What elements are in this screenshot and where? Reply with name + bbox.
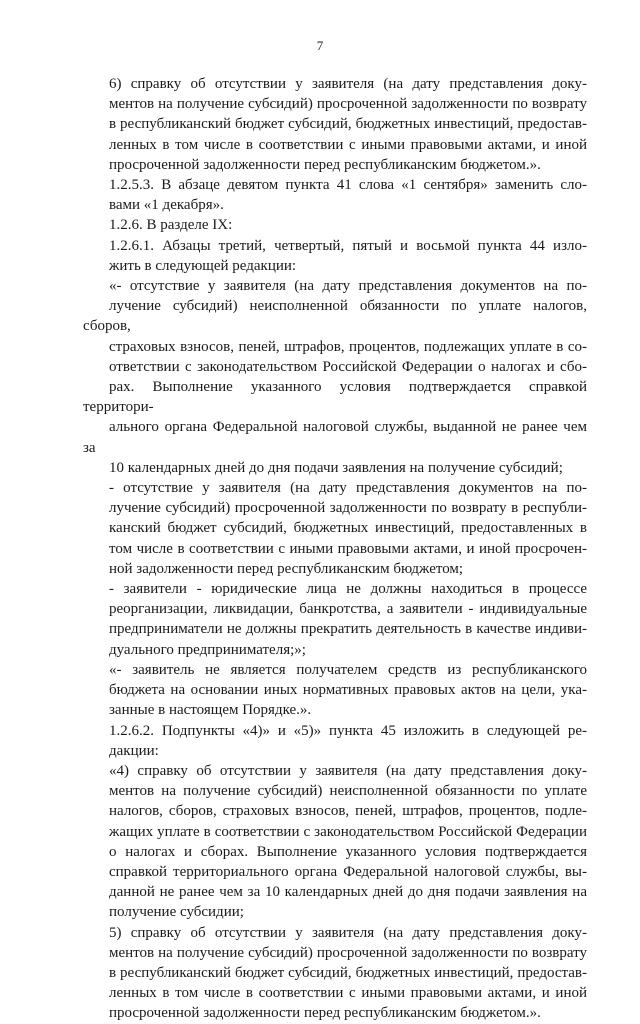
text-line: в республиканский бюджет субсидий, бюджетных инвестиций, предостав- — [109, 116, 587, 133]
text-line: 1.2.5.3. В абзаце девятом пункта 41 слова «1 сентября» заменить сло- — [109, 177, 587, 194]
paragraph-p2 — [83, 175, 587, 215]
text-line: налогов, сборов, страховых взносов, пеней, штрафов, процентов, подле- — [109, 803, 587, 820]
text-line: канский бюджет субсидий, бюджетных инвестиций, предоставленных в — [109, 520, 587, 537]
text-line: 6) справку об отсутствии у заявителя (на дату представления доку- — [109, 76, 587, 92]
text-line: дуального предпринимателя;»; — [109, 641, 306, 658]
paragraph-p6 — [83, 478, 587, 579]
paragraph-p7 — [83, 579, 587, 660]
text-line: рах. Выполнение указанного условия подтверждается справкой территори- — [83, 379, 587, 416]
text-line: получение субсидии; — [109, 904, 244, 921]
paragraph-p5 — [83, 276, 587, 478]
text-line: ответствии с законодательством Российской Федерации о налогах и сбо- — [109, 358, 587, 375]
text-line: 1.2.6.1. Абзацы третий, четвертый, пятый и восьмой пункта 44 изло- — [109, 237, 587, 254]
text-line: ной задолженности перед республиканским бюджетом; — [109, 560, 464, 577]
text-line: том числе в соответствии с иными правовыми актами, и иной просрочен- — [109, 540, 587, 557]
text-line: ленных в том числе в соответствии с иными правовыми актами, и иной — [109, 985, 587, 1002]
paragraph-p8 — [83, 660, 587, 721]
paragraph-p3 — [83, 215, 587, 235]
text-line: 10 календарных дней до дня подачи заявления на получение субсидий; — [109, 459, 563, 476]
text-line: жить в следующей редакции: — [109, 257, 297, 274]
text-line: просроченной задолженности перед республиканским бюджетом.». — [109, 156, 541, 173]
text-line: справкой территориального органа Федеральной налоговой службы, вы- — [109, 863, 587, 880]
text-line: предприниматели не должны прекратить деятельность в качестве индиви- — [109, 621, 587, 638]
text-line: лучение субсидий) просроченной задолженности по возврату в республи- — [109, 500, 587, 517]
text-line: реорганизации, ликвидации, банкротства, а заявители - индивидуальные — [109, 601, 587, 618]
text-line: в республиканский бюджет субсидий, бюджетных инвестиций, предостав- — [109, 964, 587, 981]
text-line: занные в настоящем Порядке.». — [109, 702, 312, 719]
text-line: лучение субсидий) неисполненной обязанности по уплате налогов, сборов, — [83, 298, 587, 335]
text-line: жащих уплате в соответствии с законодательством Российской Федерации — [109, 823, 587, 840]
text-line: дакции: — [109, 742, 159, 759]
paragraph-p4 — [83, 236, 587, 276]
text-line: «- заявитель не является получателем средств из республиканского — [109, 661, 587, 678]
text-line: 1.2.6. В разделе IX: — [109, 217, 233, 234]
text-line: просроченной задолженности перед республиканским бюджетом.». — [109, 1005, 541, 1022]
text-line: ментов на получение субсидий) просроченной задолженности по возврату — [109, 96, 587, 113]
text-line: «4) справку об отсутствии у заявителя (на дату представления доку- — [109, 762, 587, 779]
text-line: бюджета на основании иных нормативных правовых актов на цели, ука- — [109, 682, 587, 699]
text-line: ментов на получение субсидий) неисполненной обязанности по уплате — [109, 783, 587, 800]
text-line: вами «1 декабря». — [109, 197, 224, 214]
paragraph-p10 — [83, 761, 587, 923]
text-line: ментов на получение субсидий) просроченной задолженности по возврату — [109, 944, 587, 961]
text-line: страховых взносов, пеней, штрафов, процентов, подлежащих уплате в со- — [109, 338, 587, 355]
page-number: 7 — [316, 38, 324, 53]
text-line: ленных в том числе в соответствии с иными правовыми актами, и иной — [109, 136, 587, 153]
text-line: - отсутствие у заявителя (на дату представления документов на по- — [109, 480, 587, 497]
text-line: данной не ранее чем за 10 календарных дней до дня подачи заявления на — [109, 884, 587, 901]
document-body — [83, 74, 587, 1024]
paragraph-p1 — [83, 74, 587, 175]
text-line: 5) справку об отсутствии у заявителя (на дату представления доку- — [109, 924, 587, 941]
paragraph-p9 — [83, 721, 587, 761]
text-line: ального органа Федеральной налоговой службы, выданной не ранее чем за — [83, 419, 587, 456]
text-line: «- отсутствие у заявителя (на дату представления документов на по- — [109, 278, 587, 295]
text-line: 1.2.6.2. Подпункты «4)» и «5)» пункта 45 изложить в следующей ре- — [109, 722, 587, 739]
paragraph-p11 — [83, 923, 587, 1024]
text-line: о налогах и сборах. Выполнение указанного условия подтверждается — [109, 843, 587, 860]
text-line: - заявители - юридические лица не должны находиться в процессе — [109, 581, 587, 598]
